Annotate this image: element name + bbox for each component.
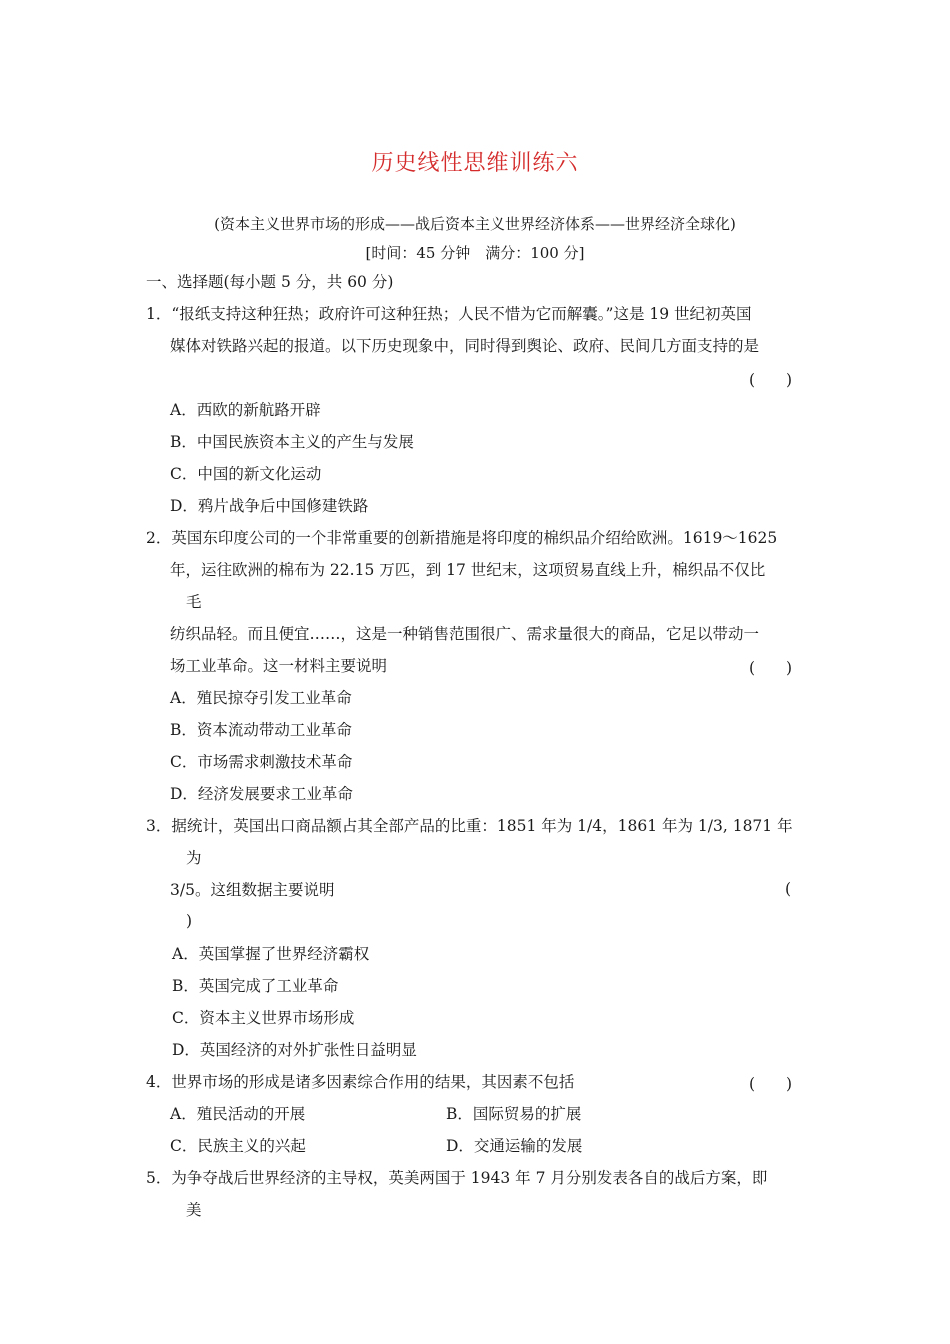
question-1-line-1: 1．“报纸支持这种狂热；政府许可这种狂热；人民不惜为它而解囊。”这是 19 世纪初英国 — [146, 305, 752, 323]
option-4a: A．殖民活动的开展 — [170, 1105, 306, 1123]
question-3-line-1: 3．据统计，英国出口商品额占其全部产品的比重：1851 年为 1/4，1861 年为 1/3, 1871 年 — [146, 817, 793, 835]
question-2-line-3: 毛 — [186, 593, 202, 611]
answer-bracket-close: ) — [186, 912, 193, 930]
answer-bracket: ( ) — [749, 659, 793, 677]
question-5-line-1: 5．为争夺战后世界经济的主导权，英美两国于 1943 年 7 月分别发表各自的战后方案，即 — [146, 1169, 768, 1187]
option-1b: B．中国民族资本主义的产生与发展 — [170, 433, 414, 451]
exam-meta: [时间：45 分钟 满分：100 分] — [365, 244, 585, 262]
page-title: 历史线性思维训练六 — [371, 151, 579, 176]
question-3-line-3: 3/5。这组数据主要说明 — [170, 881, 335, 899]
option-4b: B．国际贸易的扩展 — [446, 1105, 582, 1123]
section-heading: 一、选择题(每小题 5 分，共 60 分) — [146, 273, 394, 291]
question-2-line-5: 场工业革命。这一材料主要说明 — [170, 657, 388, 675]
option-1d: D．鸦片战争后中国修建铁路 — [170, 497, 369, 515]
subtitle: (资本主义世界市场的形成——战后资本主义世界经济体系——世界经济全球化) — [214, 215, 736, 233]
option-4c: C．民族主义的兴起 — [170, 1137, 306, 1155]
question-2-line-4: 纺织品轻。而且便宜……，这是一种销售范围很广、需求量很大的商品，它足以带动一 — [170, 625, 760, 643]
question-3-line-2: 为 — [186, 849, 202, 867]
option-3b: B．英国完成了工业革命 — [172, 977, 339, 995]
question-5-line-2: 美 — [186, 1201, 202, 1219]
answer-bracket: ( ) — [749, 371, 793, 389]
option-2d: D．经济发展要求工业革命 — [170, 785, 353, 803]
answer-bracket-open: ( — [785, 880, 792, 898]
option-1c: C．中国的新文化运动 — [170, 465, 322, 483]
answer-bracket: ( ) — [749, 1075, 793, 1093]
option-3a: A．英国掌握了世界经济霸权 — [172, 945, 370, 963]
question-4-line-1: 4．世界市场的形成是诸多因素综合作用的结果，其因素不包括 — [146, 1073, 575, 1091]
question-1-line-2: 媒体对铁路兴起的报道。以下历史现象中，同时得到舆论、政府、民间几方面支持的是 — [170, 337, 760, 355]
option-1a: A．西欧的新航路开辟 — [170, 401, 321, 419]
option-2b: B．资本流动带动工业革命 — [170, 721, 352, 739]
option-3d: D．英国经济的对外扩张性日益明显 — [172, 1041, 417, 1059]
question-2-line-2: 年，运往欧洲的棉布为 22.15 万匹，到 17 世纪末，这项贸易直线上升，棉织品不仅比 — [170, 561, 766, 579]
option-3c: C．资本主义世界市场形成 — [172, 1009, 355, 1027]
option-2a: A．殖民掠夺引发工业革命 — [170, 689, 352, 707]
question-2-line-1: 2．英国东印度公司的一个非常重要的创新措施是将印度的棉织品介绍给欧洲。1619～1625 — [146, 529, 778, 547]
option-4d: D．交通运输的发展 — [446, 1137, 583, 1155]
option-2c: C．市场需求刺激技术革命 — [170, 753, 353, 771]
